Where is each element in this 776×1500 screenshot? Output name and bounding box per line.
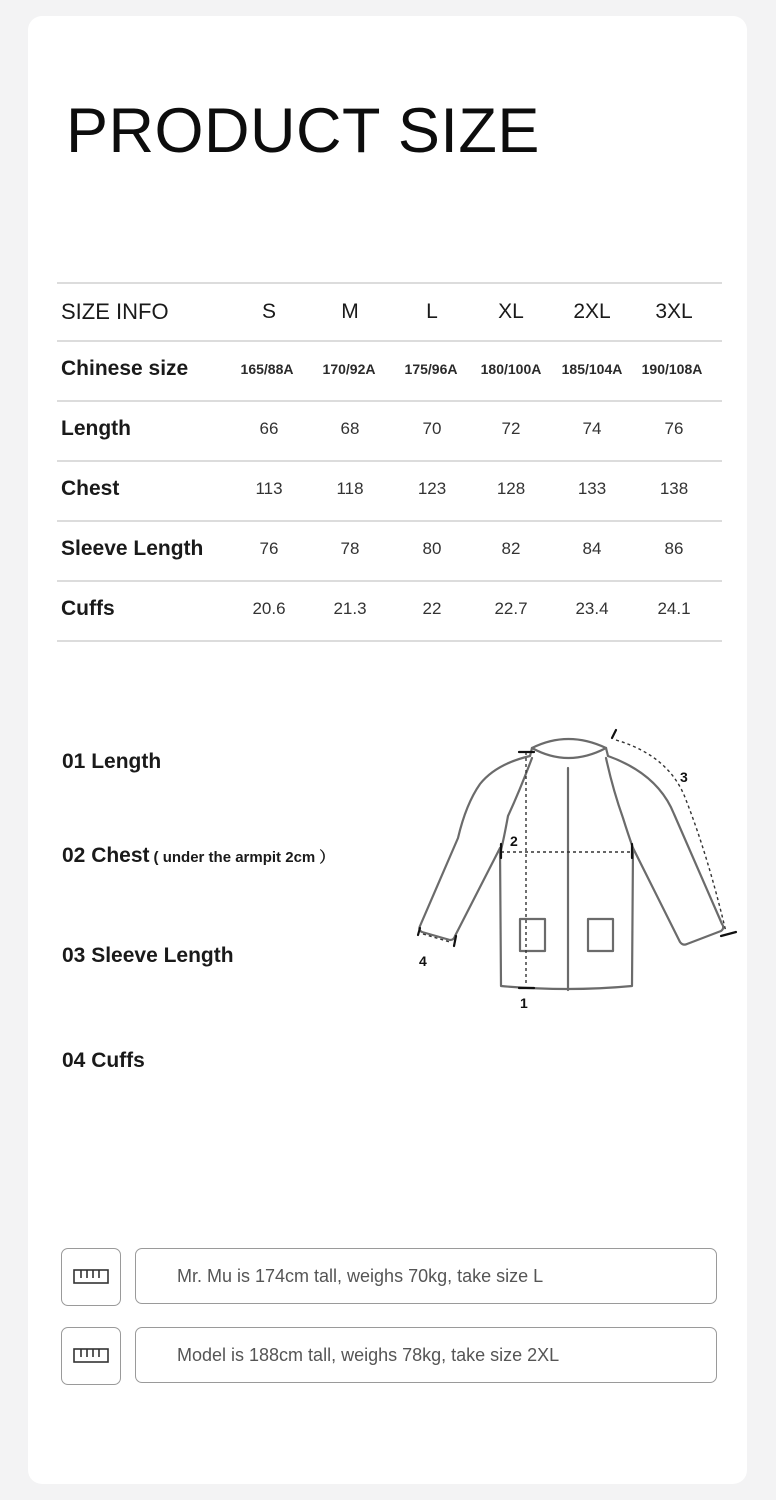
table-cell: 170/92A	[322, 361, 376, 377]
row-label: Length	[61, 417, 131, 440]
size-header-3xl: 3XL	[655, 300, 693, 323]
diagram-marker-1: 1	[520, 995, 528, 1011]
model-note-text: Mr. Mu is 174cm tall, weighs 70kg, take size L	[135, 1248, 717, 1304]
table-cell: 22	[422, 599, 442, 618]
table-cell: 123	[417, 479, 447, 498]
table-cell: 118	[336, 479, 364, 498]
model-note-text: Model is 188cm tall, weighs 78kg, take size 2XL	[135, 1327, 717, 1383]
table-row	[57, 400, 722, 460]
model-note-row	[61, 1327, 721, 1387]
table-cell: 78	[340, 539, 360, 558]
table-cell: 133	[577, 479, 607, 498]
measurement-sleeve-length	[62, 944, 234, 968]
table-cell: 165/88A	[240, 361, 294, 377]
table-row	[57, 520, 722, 580]
ruler-icon-box	[61, 1248, 121, 1306]
table-cell: 113	[255, 479, 283, 498]
measurement-label: 02 Chest	[62, 844, 150, 867]
measurement-label: 03 Sleeve Length	[62, 944, 234, 967]
table-cell: 24.1	[657, 599, 691, 618]
table-cell: 86	[664, 539, 684, 558]
table-cell: 23.4	[575, 599, 609, 618]
table-cell: 68	[340, 419, 360, 438]
table-cell: 138	[659, 479, 689, 498]
diagram-marker-3: 3	[680, 769, 688, 785]
table-cell: 82	[501, 539, 521, 558]
table-cell: 190/108A	[641, 361, 703, 377]
table-cell: 74	[582, 419, 602, 438]
table-cell: 84	[582, 539, 602, 558]
table-cell: 22.7	[494, 599, 528, 618]
jacket-outline-icon	[408, 728, 748, 1018]
measurement-cuffs	[62, 1049, 145, 1073]
page-title: PRODUCT SIZE	[66, 96, 540, 166]
table-row	[57, 580, 722, 642]
table-cell: 180/100A	[480, 361, 542, 377]
table-cell: 66	[259, 419, 279, 438]
table-cell: 76	[259, 539, 279, 558]
table-row	[57, 460, 722, 520]
ruler-icon	[73, 1268, 109, 1286]
size-table	[57, 282, 722, 642]
measurement-label: 04 Cuffs	[62, 1049, 145, 1072]
table-cell: 21.3	[333, 599, 367, 618]
row-label: Chinese size	[61, 357, 189, 380]
row-label: Chest	[61, 477, 120, 500]
size-header-s: S	[261, 300, 276, 323]
model-note-row	[61, 1248, 721, 1308]
measurement-label: 01 Length	[62, 750, 162, 773]
table-row	[57, 340, 722, 400]
size-header-l: L	[426, 300, 438, 323]
table-cell: 70	[422, 419, 442, 438]
diagram-marker-2: 2	[510, 833, 518, 849]
size-header-m: M	[341, 300, 359, 323]
size-header-2xl: 2XL	[573, 300, 611, 323]
measurement-chest	[62, 844, 334, 868]
size-header-xl: XL	[498, 300, 524, 323]
table-cell: 72	[501, 419, 521, 438]
row-label: Sleeve Length	[61, 537, 204, 560]
diagram-marker-4: 4	[419, 953, 427, 969]
table-cell: 20.6	[252, 599, 286, 618]
table-cell: 128	[496, 479, 526, 498]
table-cell: 76	[664, 419, 684, 438]
row-label: Cuffs	[61, 597, 115, 620]
ruler-icon-box	[61, 1327, 121, 1385]
ruler-icon	[73, 1347, 109, 1365]
table-header-row	[57, 282, 722, 340]
table-cell: 175/96A	[404, 361, 458, 377]
measurement-length	[62, 750, 161, 774]
measurement-note: ( under the armpit 2cm ）	[153, 849, 335, 866]
table-cell: 80	[422, 539, 442, 558]
table-header-label: SIZE INFO	[61, 299, 169, 324]
table-cell: 185/104A	[561, 361, 623, 377]
